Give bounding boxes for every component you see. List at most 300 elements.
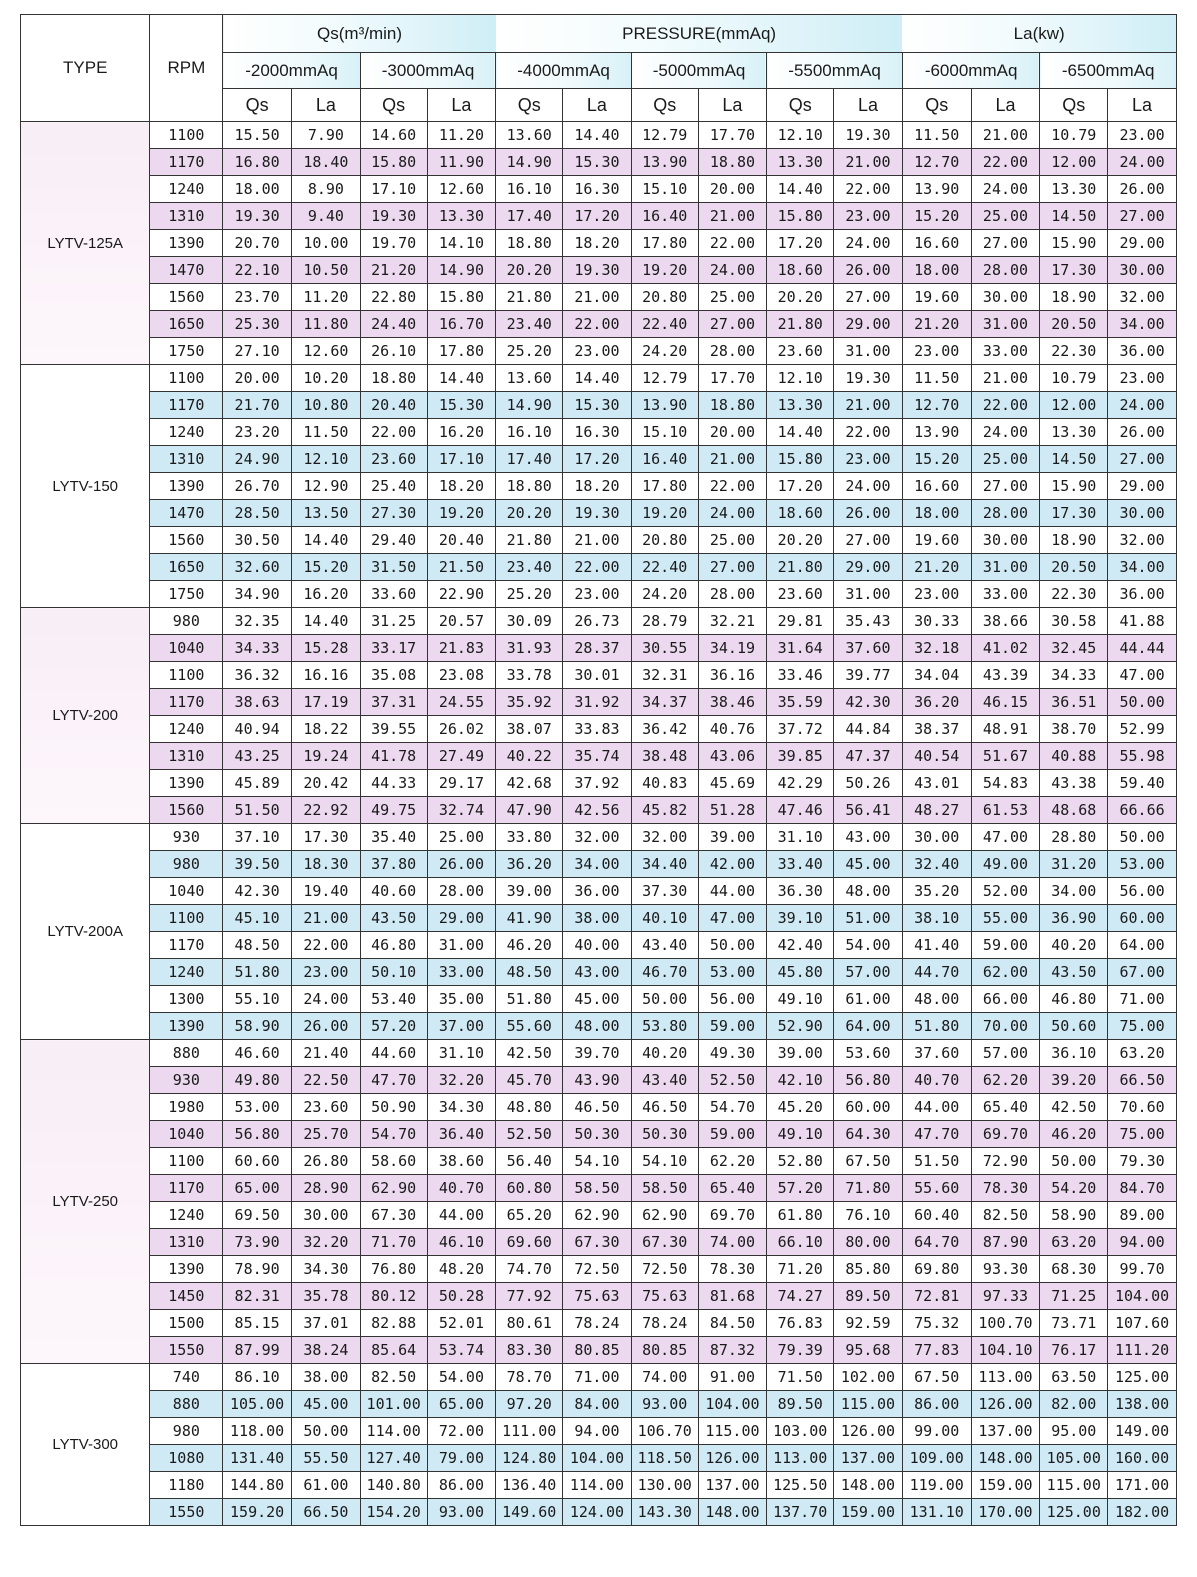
qs-value-cell: 46.70: [631, 959, 698, 986]
qs-value-cell: 34.04: [902, 662, 971, 689]
table-row: [21, 689, 1177, 716]
la-value-cell: 66.50: [292, 1499, 361, 1526]
table-row: [21, 311, 1177, 338]
la-value-cell: 15.80: [427, 284, 496, 311]
qs-value-cell: 36.32: [223, 662, 292, 689]
la-value-cell: 160.00: [1108, 1445, 1177, 1472]
qs-value-cell: 50.00: [1040, 1148, 1108, 1175]
la-value-cell: 28.00: [427, 878, 496, 905]
la-value-cell: 54.00: [834, 932, 903, 959]
la-value-cell: 52.99: [1108, 716, 1177, 743]
qs-value-cell: 42.50: [1040, 1094, 1108, 1121]
la-value-cell: 52.50: [698, 1067, 767, 1094]
la-value-cell: 89.00: [1108, 1202, 1177, 1229]
la-value-cell: 31.00: [971, 554, 1040, 581]
qs-value-cell: 159.20: [223, 1499, 292, 1526]
la-value-cell: 20.40: [427, 527, 496, 554]
table-row: [21, 230, 1177, 257]
qs-value-cell: 34.00: [1040, 878, 1108, 905]
rpm-cell: 1240: [150, 419, 223, 446]
la-value-cell: 31.00: [834, 338, 903, 365]
qs-value-cell: 38.07: [496, 716, 563, 743]
table-row: [21, 338, 1177, 365]
rpm-cell: 1040: [150, 1121, 223, 1148]
la-value-cell: 115.00: [834, 1391, 903, 1418]
rpm-cell: 1040: [150, 878, 223, 905]
qs-value-cell: 20.20: [767, 284, 834, 311]
la-value-cell: 78.30: [971, 1175, 1040, 1202]
qs-value-cell: 40.54: [902, 743, 971, 770]
qs-value-cell: 34.33: [1040, 662, 1108, 689]
table-row: [21, 554, 1177, 581]
qs-value-cell: 18.90: [1040, 527, 1108, 554]
qs-value-cell: 39.20: [1040, 1067, 1108, 1094]
table-row: [21, 716, 1177, 743]
qs-value-cell: 15.90: [1040, 230, 1108, 257]
qs-value-cell: 78.70: [496, 1364, 563, 1391]
qs-value-cell: 21.80: [767, 311, 834, 338]
la-value-cell: 33.83: [563, 716, 632, 743]
la-subheader-2: La: [563, 89, 632, 122]
la-value-cell: 31.10: [427, 1040, 496, 1067]
la-value-cell: 28.00: [971, 257, 1040, 284]
qs-value-cell: 31.20: [1040, 851, 1108, 878]
la-value-cell: 12.60: [427, 176, 496, 203]
la-value-cell: 80.85: [563, 1337, 632, 1364]
la-value-cell: 38.46: [698, 689, 767, 716]
qs-value-cell: 45.70: [496, 1067, 563, 1094]
rpm-cell: 980: [150, 1418, 223, 1445]
la-value-cell: 40.70: [427, 1175, 496, 1202]
la-value-cell: 45.00: [292, 1391, 361, 1418]
la-value-cell: 54.00: [427, 1364, 496, 1391]
la-value-cell: 11.50: [292, 419, 361, 446]
la-value-cell: 30.00: [971, 284, 1040, 311]
la-value-cell: 159.00: [834, 1499, 903, 1526]
rpm-cell: 740: [150, 1364, 223, 1391]
la-value-cell: 124.00: [563, 1499, 632, 1526]
qs-value-cell: 24.90: [223, 446, 292, 473]
rpm-cell: 1980: [150, 1094, 223, 1121]
la-value-cell: 26.00: [427, 851, 496, 878]
qs-value-cell: 69.50: [223, 1202, 292, 1229]
la-value-cell: 59.00: [698, 1121, 767, 1148]
la-value-cell: 23.00: [563, 338, 632, 365]
qs-value-cell: 10.79: [1040, 122, 1108, 149]
qs-value-cell: 124.80: [496, 1445, 563, 1472]
la-value-cell: 11.90: [427, 149, 496, 176]
qs-value-cell: 24.20: [631, 338, 698, 365]
qs-value-cell: 33.40: [767, 851, 834, 878]
qs-value-cell: 32.31: [631, 662, 698, 689]
la-value-cell: 18.40: [292, 149, 361, 176]
la-value-cell: 35.78: [292, 1283, 361, 1310]
qs-value-cell: 23.70: [223, 284, 292, 311]
la-value-cell: 87.32: [698, 1337, 767, 1364]
la-value-cell: 16.30: [563, 419, 632, 446]
la-value-cell: 27.00: [971, 473, 1040, 500]
qs-value-cell: 46.80: [360, 932, 427, 959]
la-value-cell: 32.21: [698, 608, 767, 635]
qs-value-cell: 15.80: [767, 446, 834, 473]
qs-value-cell: 54.10: [631, 1148, 698, 1175]
qs-value-cell: 41.40: [902, 932, 971, 959]
qs-value-cell: 67.50: [902, 1364, 971, 1391]
qs-value-cell: 130.00: [631, 1472, 698, 1499]
qs-value-cell: 119.00: [902, 1472, 971, 1499]
rpm-cell: 1170: [150, 932, 223, 959]
qs-value-cell: 19.30: [360, 203, 427, 230]
la-value-cell: 36.00: [563, 878, 632, 905]
qs-value-cell: 50.90: [360, 1094, 427, 1121]
qs-value-cell: 63.50: [1040, 1364, 1108, 1391]
qs-value-cell: 35.59: [767, 689, 834, 716]
qs-value-cell: 82.00: [1040, 1391, 1108, 1418]
qs-value-cell: 154.20: [360, 1499, 427, 1526]
la-value-cell: 71.00: [563, 1364, 632, 1391]
la-value-cell: 65.40: [971, 1094, 1040, 1121]
la-value-cell: 42.30: [834, 689, 903, 716]
la-value-cell: 22.50: [292, 1067, 361, 1094]
la-value-cell: 61.53: [971, 797, 1040, 824]
qs-value-cell: 29.40: [360, 527, 427, 554]
qs-value-cell: 21.20: [360, 257, 427, 284]
qs-value-cell: 99.00: [902, 1418, 971, 1445]
qs-value-cell: 77.92: [496, 1283, 563, 1310]
qs-value-cell: 17.80: [631, 473, 698, 500]
la-value-cell: 102.00: [834, 1364, 903, 1391]
qs-value-cell: 18.00: [223, 176, 292, 203]
qs-value-cell: 53.80: [631, 1013, 698, 1040]
rpm-cell: 980: [150, 608, 223, 635]
la-value-cell: 47.00: [971, 824, 1040, 851]
la-value-cell: 18.22: [292, 716, 361, 743]
qs-value-cell: 20.80: [631, 527, 698, 554]
qs-value-cell: 16.10: [496, 419, 563, 446]
la-value-cell: 17.19: [292, 689, 361, 716]
la-value-cell: 33.00: [971, 581, 1040, 608]
la-value-cell: 26.00: [834, 500, 903, 527]
la-value-cell: 91.00: [698, 1364, 767, 1391]
la-value-cell: 19.30: [563, 500, 632, 527]
model-type-cell: LYTV-150: [21, 365, 150, 608]
qs-value-cell: 46.20: [496, 932, 563, 959]
rpm-cell: 1180: [150, 1472, 223, 1499]
table-row: [21, 446, 1177, 473]
qs-value-cell: 36.10: [1040, 1040, 1108, 1067]
qs-value-cell: 38.70: [1040, 716, 1108, 743]
qs-value-cell: 56.80: [223, 1121, 292, 1148]
qs-value-cell: 34.90: [223, 581, 292, 608]
qs-value-cell: 39.50: [223, 851, 292, 878]
la-value-cell: 26.00: [292, 1013, 361, 1040]
la-value-cell: 78.30: [698, 1256, 767, 1283]
la-value-cell: 137.00: [834, 1445, 903, 1472]
qs-value-cell: 60.80: [496, 1175, 563, 1202]
qs-value-cell: 22.10: [223, 257, 292, 284]
table-row: [21, 1256, 1177, 1283]
table-row: [21, 1067, 1177, 1094]
pressure-header-3: -5000mmAq: [631, 53, 767, 89]
qs-value-cell: 127.40: [360, 1445, 427, 1472]
la-value-cell: 107.60: [1108, 1310, 1177, 1337]
rpm-cell: 1500: [150, 1310, 223, 1337]
la-value-cell: 30.01: [563, 662, 632, 689]
qs-value-cell: 23.60: [767, 581, 834, 608]
qs-value-cell: 13.30: [1040, 419, 1108, 446]
rpm-cell: 1390: [150, 770, 223, 797]
la-value-cell: 72.00: [427, 1418, 496, 1445]
qs-value-cell: 82.88: [360, 1310, 427, 1337]
qs-value-cell: 53.00: [223, 1094, 292, 1121]
table-row: [21, 1121, 1177, 1148]
qs-value-cell: 12.79: [631, 365, 698, 392]
qs-value-cell: 26.10: [360, 338, 427, 365]
table-row: [21, 635, 1177, 662]
rpm-cell: 980: [150, 851, 223, 878]
qs-value-cell: 39.85: [767, 743, 834, 770]
la-value-cell: 22.90: [427, 581, 496, 608]
la-value-cell: 60.00: [834, 1094, 903, 1121]
table-row: [21, 1148, 1177, 1175]
la-value-cell: 87.90: [971, 1229, 1040, 1256]
table-row: [21, 392, 1177, 419]
qs-value-cell: 18.80: [496, 473, 563, 500]
la-value-cell: 37.60: [834, 635, 903, 662]
qs-value-cell: 73.71: [1040, 1310, 1108, 1337]
la-value-cell: 24.00: [698, 500, 767, 527]
la-value-cell: 20.57: [427, 608, 496, 635]
rpm-cell: 1170: [150, 1175, 223, 1202]
model-type-cell: LYTV-250: [21, 1040, 150, 1364]
qs-value-cell: 45.10: [223, 905, 292, 932]
la-value-cell: 28.37: [563, 635, 632, 662]
la-value-cell: 24.00: [834, 230, 903, 257]
la-value-cell: 148.00: [834, 1472, 903, 1499]
la-value-cell: 47.37: [834, 743, 903, 770]
rpm-cell: 1240: [150, 176, 223, 203]
la-value-cell: 50.00: [1108, 824, 1177, 851]
la-value-cell: 21.00: [563, 527, 632, 554]
la-value-cell: 32.00: [1108, 284, 1177, 311]
la-value-cell: 170.00: [971, 1499, 1040, 1526]
la-value-cell: 114.00: [563, 1472, 632, 1499]
la-value-cell: 34.00: [1108, 311, 1177, 338]
la-value-cell: 27.49: [427, 743, 496, 770]
qs-value-cell: 14.50: [1040, 446, 1108, 473]
la-value-cell: 100.70: [971, 1310, 1040, 1337]
la-value-cell: 9.40: [292, 203, 361, 230]
la-value-cell: 74.00: [698, 1229, 767, 1256]
la-value-cell: 18.30: [292, 851, 361, 878]
rpm-cell: 1390: [150, 1256, 223, 1283]
qs-value-cell: 67.30: [631, 1229, 698, 1256]
qs-value-cell: 40.20: [1040, 932, 1108, 959]
qs-value-cell: 45.82: [631, 797, 698, 824]
qs-value-cell: 24.40: [360, 311, 427, 338]
qs-value-cell: 34.37: [631, 689, 698, 716]
table-row: [21, 122, 1177, 149]
la-value-cell: 21.00: [971, 365, 1040, 392]
qs-value-cell: 42.29: [767, 770, 834, 797]
qs-value-cell: 82.31: [223, 1283, 292, 1310]
table-row: [21, 1094, 1177, 1121]
la-value-cell: 29.00: [1108, 473, 1177, 500]
rpm-cell: 880: [150, 1040, 223, 1067]
table-row: [21, 1391, 1177, 1418]
qs-value-cell: 38.63: [223, 689, 292, 716]
qs-value-cell: 13.90: [631, 392, 698, 419]
qs-value-cell: 17.20: [767, 473, 834, 500]
la-value-cell: 94.00: [563, 1418, 632, 1445]
rpm-cell: 1080: [150, 1445, 223, 1472]
qs-value-cell: 78.24: [631, 1310, 698, 1337]
model-type-cell: LYTV-200A: [21, 824, 150, 1040]
rpm-cell: 1390: [150, 230, 223, 257]
la-value-cell: 15.30: [563, 149, 632, 176]
qs-value-cell: 54.20: [1040, 1175, 1108, 1202]
table-row: [21, 1202, 1177, 1229]
la-value-cell: 18.80: [698, 392, 767, 419]
la-value-cell: 66.00: [971, 986, 1040, 1013]
qs-value-cell: 86.10: [223, 1364, 292, 1391]
qs-value-cell: 144.80: [223, 1472, 292, 1499]
la-value-cell: 19.24: [292, 743, 361, 770]
la-value-cell: 104.00: [1108, 1283, 1177, 1310]
qs-value-cell: 35.08: [360, 662, 427, 689]
la-value-cell: 70.00: [971, 1013, 1040, 1040]
qs-value-cell: 22.30: [1040, 338, 1108, 365]
qs-value-cell: 109.00: [902, 1445, 971, 1472]
qs-value-cell: 13.30: [767, 392, 834, 419]
rpm-cell: 1450: [150, 1283, 223, 1310]
la-value-cell: 35.00: [427, 986, 496, 1013]
la-value-cell: 65.00: [427, 1391, 496, 1418]
qs-value-cell: 31.93: [496, 635, 563, 662]
la-value-cell: 30.00: [292, 1202, 361, 1229]
la-value-cell: 12.90: [292, 473, 361, 500]
qs-value-cell: 93.00: [631, 1391, 698, 1418]
la-value-cell: 66.50: [1108, 1067, 1177, 1094]
la-value-cell: 56.41: [834, 797, 903, 824]
la-value-cell: 148.00: [971, 1445, 1040, 1472]
la-value-cell: 22.00: [698, 230, 767, 257]
table-row: [21, 581, 1177, 608]
la-value-cell: 26.73: [563, 608, 632, 635]
la-value-cell: 38.24: [292, 1337, 361, 1364]
qs-value-cell: 12.10: [767, 365, 834, 392]
la-value-cell: 62.00: [971, 959, 1040, 986]
table-row: [21, 1229, 1177, 1256]
la-value-cell: 21.00: [834, 149, 903, 176]
qs-value-cell: 17.10: [360, 176, 427, 203]
qs-value-cell: 14.50: [1040, 203, 1108, 230]
table-row: [21, 1310, 1177, 1337]
qs-value-cell: 29.81: [767, 608, 834, 635]
rpm-cell: 1170: [150, 689, 223, 716]
qs-value-cell: 40.20: [631, 1040, 698, 1067]
qs-value-cell: 48.50: [223, 932, 292, 959]
qs-value-cell: 103.00: [767, 1418, 834, 1445]
la-value-cell: 84.70: [1108, 1175, 1177, 1202]
la-value-cell: 10.50: [292, 257, 361, 284]
table-row: [21, 527, 1177, 554]
la-value-cell: 61.00: [834, 986, 903, 1013]
qs-value-cell: 48.00: [902, 986, 971, 1013]
qs-value-cell: 19.60: [902, 284, 971, 311]
la-value-cell: 79.00: [427, 1445, 496, 1472]
qs-value-cell: 43.25: [223, 743, 292, 770]
qs-value-cell: 18.60: [767, 257, 834, 284]
qs-value-cell: 14.90: [496, 149, 563, 176]
la-value-cell: 22.92: [292, 797, 361, 824]
qs-value-cell: 32.45: [1040, 635, 1108, 662]
qs-value-cell: 74.70: [496, 1256, 563, 1283]
la-value-cell: 23.00: [563, 581, 632, 608]
qs-value-cell: 13.60: [496, 122, 563, 149]
la-value-cell: 27.00: [698, 311, 767, 338]
la-value-cell: 34.00: [1108, 554, 1177, 581]
la-value-cell: 53.00: [1108, 851, 1177, 878]
table-row: [21, 500, 1177, 527]
la-value-cell: 34.30: [292, 1256, 361, 1283]
qs-value-cell: 34.40: [631, 851, 698, 878]
qs-value-cell: 50.30: [631, 1121, 698, 1148]
rpm-cell: 1390: [150, 473, 223, 500]
qs-value-cell: 105.00: [223, 1391, 292, 1418]
la-value-cell: 25.00: [971, 446, 1040, 473]
qs-value-cell: 15.20: [902, 446, 971, 473]
la-value-cell: 29.17: [427, 770, 496, 797]
qs-value-cell: 40.60: [360, 878, 427, 905]
la-value-cell: 56.00: [698, 986, 767, 1013]
la-subheader-3: La: [698, 89, 767, 122]
qs-value-cell: 97.20: [496, 1391, 563, 1418]
la-value-cell: 40.76: [698, 716, 767, 743]
rpm-cell: 1750: [150, 581, 223, 608]
table-row: [21, 1499, 1177, 1526]
qs-value-cell: 37.31: [360, 689, 427, 716]
la-value-cell: 62.20: [698, 1148, 767, 1175]
la-value-cell: 19.30: [563, 257, 632, 284]
la-value-cell: 17.30: [292, 824, 361, 851]
la-value-cell: 64.00: [1108, 932, 1177, 959]
qs-value-cell: 47.70: [902, 1121, 971, 1148]
qs-value-cell: 42.10: [767, 1067, 834, 1094]
qs-value-cell: 18.80: [496, 230, 563, 257]
qs-value-cell: 39.00: [767, 1040, 834, 1067]
qs-value-cell: 118.00: [223, 1418, 292, 1445]
la-value-cell: 28.00: [971, 500, 1040, 527]
la-value-cell: 45.00: [563, 986, 632, 1013]
rpm-cell: 1560: [150, 527, 223, 554]
la-value-cell: 71.00: [1108, 986, 1177, 1013]
rpm-cell: 1100: [150, 122, 223, 149]
qs-value-cell: 25.20: [496, 338, 563, 365]
qs-value-cell: 85.15: [223, 1310, 292, 1337]
la-value-cell: 62.90: [563, 1202, 632, 1229]
qs-value-cell: 125.00: [1040, 1499, 1108, 1526]
qs-value-cell: 55.10: [223, 986, 292, 1013]
la-value-cell: 71.80: [834, 1175, 903, 1202]
la-value-cell: 34.00: [563, 851, 632, 878]
qs-value-cell: 67.30: [360, 1202, 427, 1229]
la-value-cell: 10.20: [292, 365, 361, 392]
qs-value-cell: 43.40: [631, 932, 698, 959]
rpm-cell: 1310: [150, 743, 223, 770]
la-value-cell: 17.80: [427, 338, 496, 365]
qs-value-cell: 10.79: [1040, 365, 1108, 392]
